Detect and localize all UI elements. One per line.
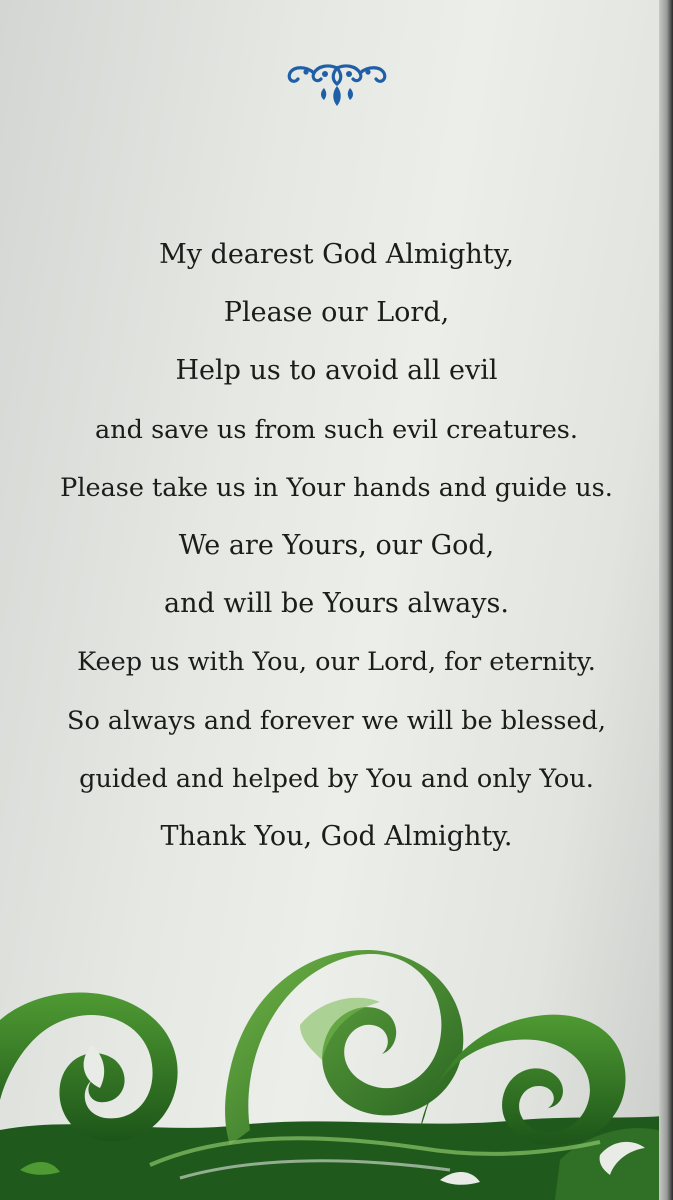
prayer-line: So always and forever we will be blessed, [66,705,607,736]
prayer-line: Please take us in Your hands and guide us. [60,472,613,503]
prayer-line: guided and helped by You and only You. [79,763,594,794]
page-edge [659,0,673,1200]
prayer-line: and save us from such evil creatures. [95,414,578,445]
prayer-text [0,226,673,866]
prayer-line: Keep us with You, our Lord, for eternity. [77,647,596,678]
prayer-line: Help us to avoid all evil [175,355,498,387]
green-swirl-vines [0,930,673,1200]
prayer-line: My dearest God Almighty, [159,239,514,270]
prayer-line: Thank You, God Almighty. [160,820,513,852]
prayer-line: We are Yours, our God, [178,529,495,561]
prayer-line: Please our Lord, [223,297,450,329]
prayer-line: and will be Yours always. [164,588,509,620]
blue-flourish-icon [284,60,390,108]
